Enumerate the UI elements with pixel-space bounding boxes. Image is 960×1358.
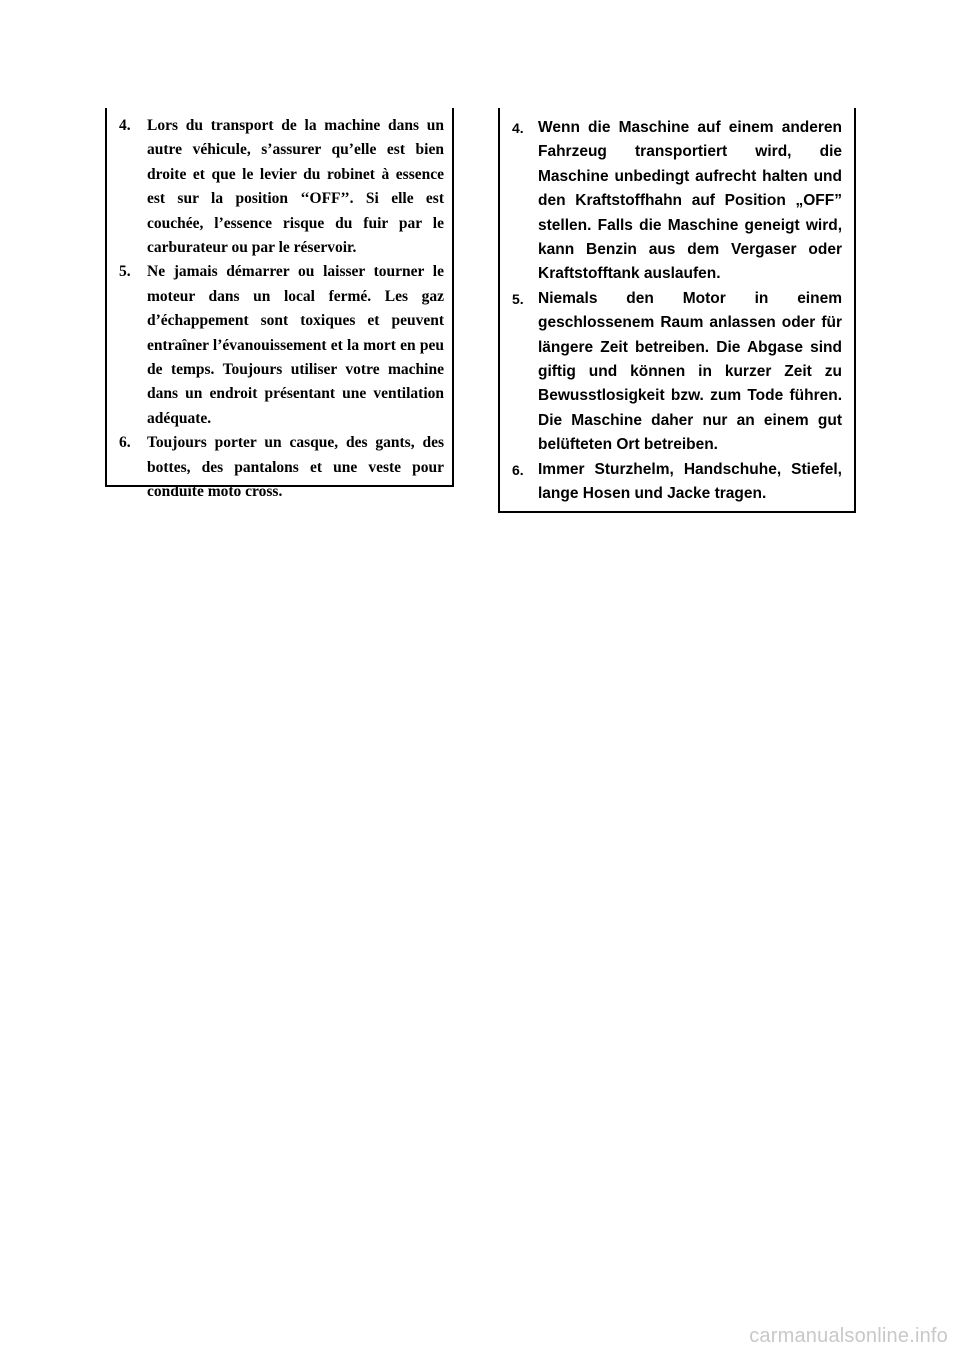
item-number: 6. bbox=[119, 434, 131, 452]
item-text: Lors du transport de la machine dans un autre véhicule, s’assurer qu’elle est bien droite et que le levier du robinet à essence est sur la position ‘‘OFF’’. Si elle est couchée, l’essence risque du fuir par le carburateur ou par le réservoir. bbox=[147, 117, 444, 257]
item-text: Niemals den Motor in einem geschlossenem Raum anlassen oder für längere Zeit betreiben. Die Abgase sind giftig und können in kurzer Zeit zu Bewusstlosigkeit bzw. zum Tode führen. Die Maschine daher nur an einem gut belüfteten Ort betreiben. bbox=[538, 289, 842, 454]
warning-item-4-de bbox=[510, 116, 842, 287]
item-number: 4. bbox=[512, 120, 524, 136]
item-number: 4. bbox=[119, 117, 131, 134]
item-text: Wenn die Maschine auf einem anderen Fahrzeug transportiert wird, die Maschine unbedingt aufrecht halten und den Kraftstoffhahn auf Position „OFF” stellen. Falls die Maschine geneigt wird, kann Benzin aus dem Vergaser oder Kraftstofftank auslaufen. bbox=[538, 119, 842, 283]
german-warning-box bbox=[498, 108, 856, 513]
item-text: Toujours porter un casque, des gants, des bottes, des pantalons et une veste pour conduite moto cross. bbox=[147, 434, 444, 501]
item-number: 6. bbox=[512, 461, 524, 478]
warning-item-5-de bbox=[510, 287, 842, 458]
item-text: Immer Sturzhelm, Handschuhe, Stiefel, lange Hosen und Jacke tragen. bbox=[538, 460, 842, 503]
item-number: 5. bbox=[512, 290, 524, 307]
item-number: 5. bbox=[119, 263, 131, 281]
french-warning-box bbox=[105, 108, 454, 501]
item-text: Ne jamais démarrer ou laisser tourner le moteur dans un local fermé. Les gaz d’échappement sont toxiques et peuvent entraîner l’évanouissement et la mort en peu de temps. Toujours utiliser votre machine dans un endroit présentant une ventilation adéquate. bbox=[147, 263, 444, 427]
warning-item-6-fr bbox=[117, 431, 444, 504]
warning-item-5-fr bbox=[117, 260, 444, 431]
warning-item-6-de bbox=[510, 458, 842, 507]
warning-item-4-fr bbox=[117, 114, 444, 260]
watermark: carmanualsonline.info bbox=[749, 1325, 948, 1347]
